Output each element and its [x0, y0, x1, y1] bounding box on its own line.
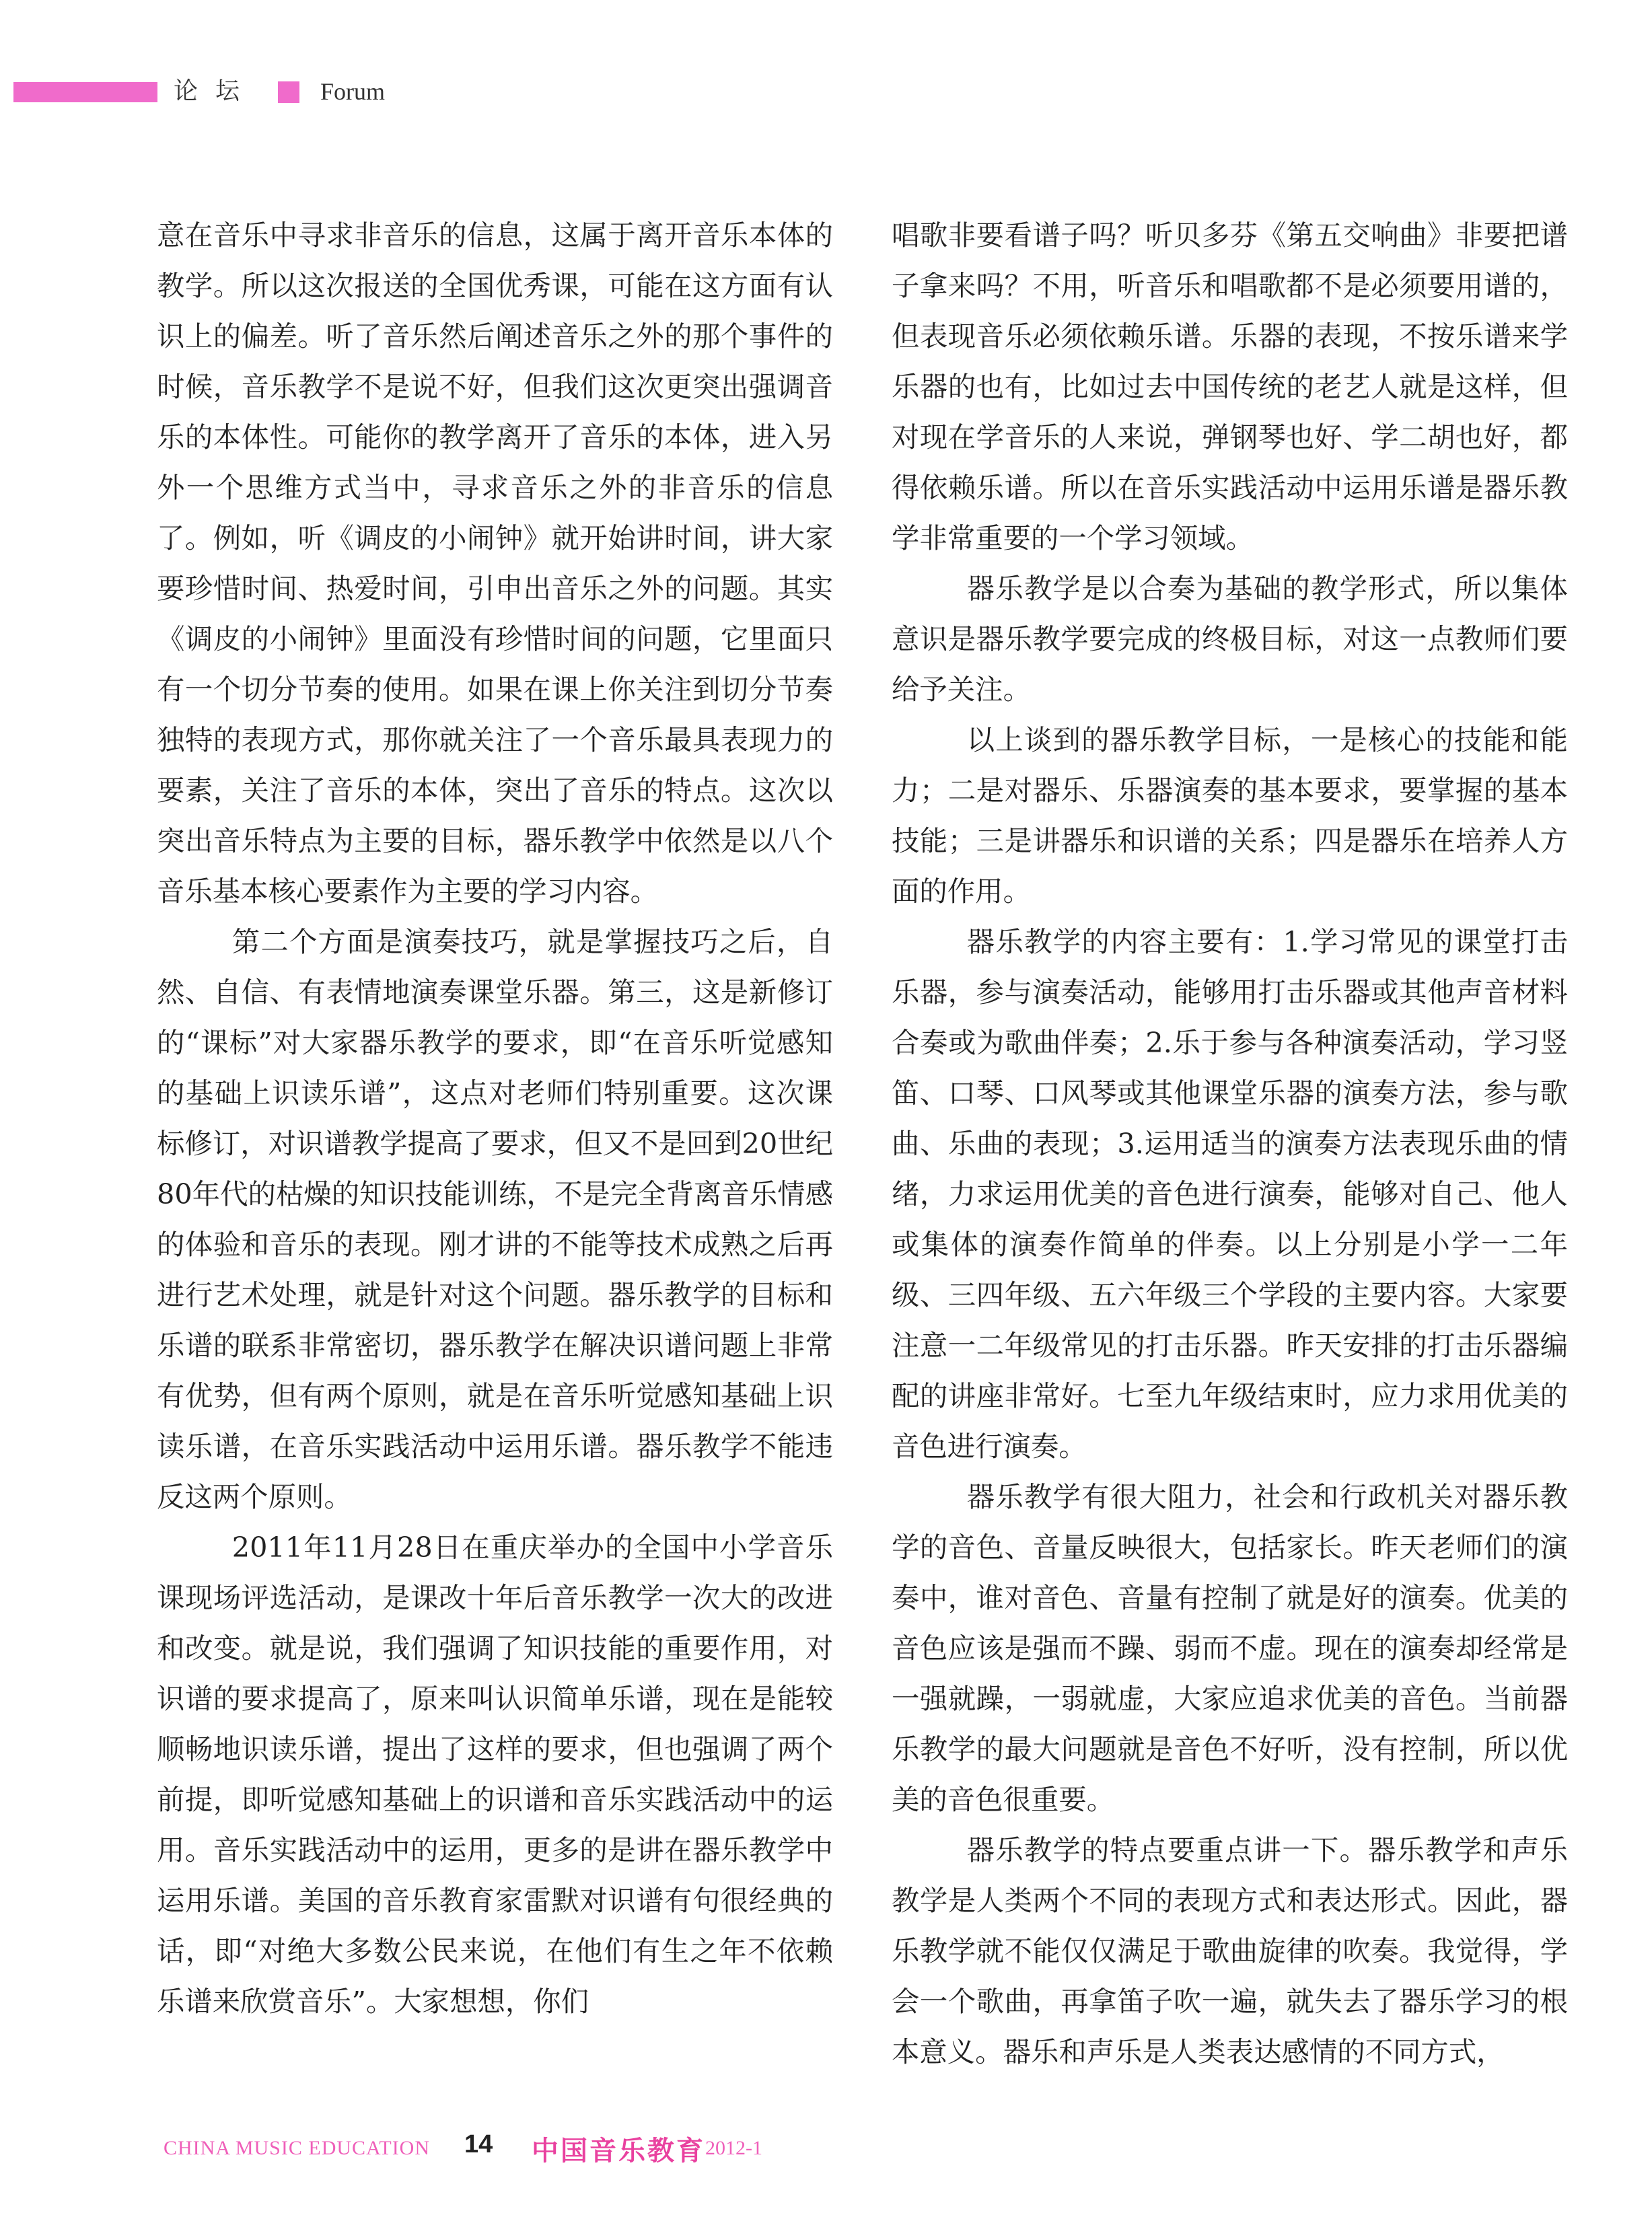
- page-number: 14: [464, 2130, 493, 2158]
- paragraph: 唱歌非要看谱子吗？听贝多芬《第五交响曲》非要把谱子拿来吗？不用，听音乐和唱歌都不是必须要用谱的，但表现音乐必须依赖乐谱。乐器的表现，不按乐谱来学乐器的也有，比如过去中国传统的老艺人就是这样，但对现在学音乐的人来说，弹钢琴也好、学二胡也好，都得依赖乐谱。所以在音乐实践活动中运用乐谱是器乐教学非常重要的一个学习领域。: [892, 219, 1568, 554]
- paragraph: 2011年11月28日在重庆举办的全国中小学音乐课现场评选活动，是课改十年后音乐教学一次大的改进和改变。就是说，我们强调了知识技能的重要作用，对识谱的要求提高了，原来叫认识简单乐谱，现在是能较顺畅地识读乐谱，提出了这样的要求，但也强调了两个前提，即听觉感知基础上的识谱和音乐实践活动中的运用。音乐实践活动中的运用，更多的是讲在器乐教学中运用乐谱。美国的音乐教育家雷默对识谱有句很经典的话，即“对绝大多数公民来说，在他们有生之年不依赖乐谱来欣赏音乐”。大家想想，你们: [157, 1531, 833, 2018]
- section-label-en: Forum: [320, 78, 386, 105]
- paragraph: 意在音乐中寻求非音乐的信息，这属于离开音乐本体的教学。所以这次报送的全国优秀课，可能在这方面有认识上的偏差。听了音乐然后阐述音乐之外的那个事件的时候，音乐教学不是说不好，但我们这次更突出强调音乐的本体性。可能你的教学离开了音乐的本体，进入另外一个思维方式当中，寻求音乐之外的非音乐的信息了。例如，听《调皮的小闹钟》就开始讲时间，讲大家要珍惜时间、热爱时间，引申出音乐之外的问题。其实《调皮的小闹钟》里面没有珍惜时间的问题，它里面只有一个切分节奏的使用。如果在课上你关注到切分节奏独特的表现方式，那你就关注了一个音乐最具表现力的要素，关注了音乐的本体，突出了音乐的特点。这次以突出音乐特点为主要的目标，器乐教学中依然是以八个音乐基本核心要素作为主要的学习内容。: [157, 219, 833, 908]
- journal-name-en: CHINA MUSIC EDUCATION: [164, 2137, 431, 2159]
- paragraph: 器乐教学的特点要重点讲一下。器乐教学和声乐教学是人类两个不同的表现方式和表达形式。因此，器乐教学就不能仅仅满足于歌曲旋律的吹奏。我觉得，学会一个歌曲，再拿笛子吹一遍，就失去了器乐学习的根本意义。器乐和声乐是人类表达感情的不同方式，: [892, 1834, 1568, 2068]
- section-square-icon: [278, 81, 299, 103]
- paragraph: 第二个方面是演奏技巧，就是掌握技巧之后，自然、自信、有表情地演奏课堂乐器。第三，这是新修订的“课标”对大家器乐教学的要求，即“在音乐听觉感知的基础上识读乐谱”，这点对老师们特别重要。这次课标修订，对识谱教学提高了要求，但又不是回到20世纪80年代的枯燥的知识技能训练，不是完全背离音乐情感的体验和音乐的表现。刚才讲的不能等技术成熟之后再进行艺术处理，就是针对这个问题。器乐教学的目标和乐谱的联系非常密切，器乐教学在解决识谱问题上非常有优势，但有两个原则，就是在音乐听觉感知基础上识读乐谱，在音乐实践活动中运用乐谱。器乐教学不能违反这两个原则。: [157, 926, 833, 1513]
- issue-number: 2012-1: [705, 2137, 762, 2159]
- paragraph: 器乐教学是以合奏为基础的教学形式，所以集体意识是器乐教学要完成的终极目标，对这一点教师们要给予关注。: [892, 573, 1568, 706]
- paragraph: 器乐教学有很大阻力，社会和行政机关对器乐教学的音色、音量反映很大，包括家长。昨天老师们的演奏中，谁对音色、音量有控制了就是好的演奏。优美的音色应该是强而不躁、弱而不虚。现在的演奏却经常是一强就躁，一弱就虚，大家应追求优美的音色。当前器乐教学的最大问题就是音色不好听，没有控制，所以优美的音色很重要。: [892, 1481, 1568, 1816]
- section-label: 论坛: [174, 77, 258, 105]
- left-column: [157, 211, 833, 2027]
- paragraph: 器乐教学的内容主要有：1.学习常见的课堂打击乐器，参与演奏活动，能够用打击乐器或其他声音材料合奏或为歌曲伴奏；2.乐于参与各种演奏活动，学习竖笛、口琴、口风琴或其他课堂乐器的演奏方法，参与歌曲、乐曲的表现；3.运用适当的演奏方法表现乐曲的情绪，力求运用优美的音色进行演奏，能够对自己、他人或集体的演奏作简单的伴奏。以上分别是小学一二年级、三四年级、五六年级三个学段的主要内容。大家要注意一二年级常见的打击乐器。昨天安排的打击乐器编配的讲座非常好。七至九年级结束时，应力求用优美的音色进行演奏。: [892, 926, 1568, 1463]
- header-accent-bar: [13, 82, 157, 102]
- right-column: [892, 211, 1568, 2078]
- journal-name-cn: 中国音乐教育: [532, 2135, 705, 2167]
- paragraph: 以上谈到的器乐教学目标，一是核心的技能和能力；二是对器乐、乐器演奏的基本要求，要掌握的基本技能；三是讲器乐和识谱的关系；四是器乐在培养人方面的作用。: [892, 724, 1568, 908]
